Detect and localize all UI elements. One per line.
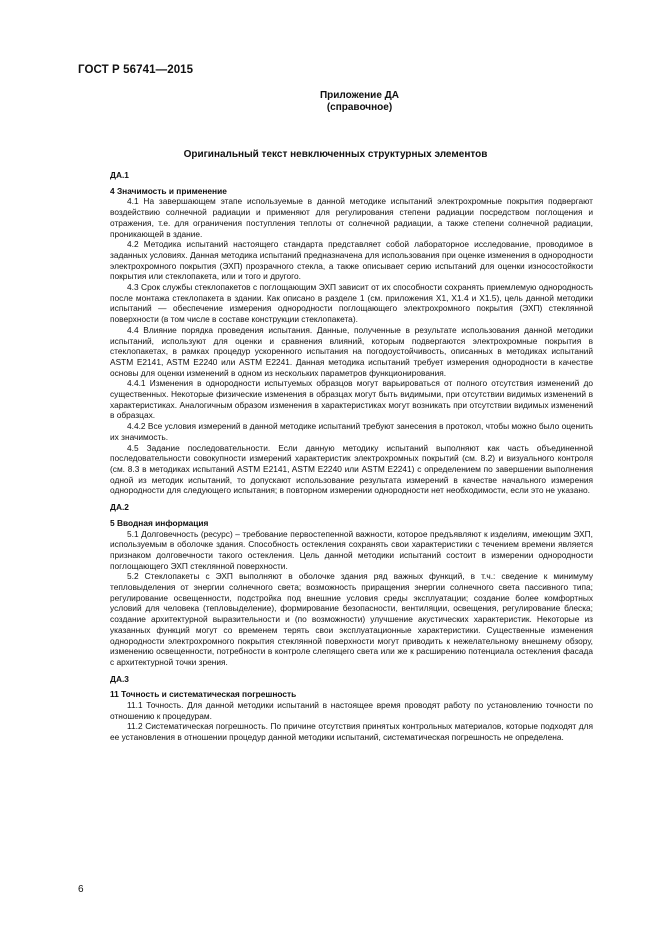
appendix-heading (0, 90, 661, 114)
paragraph: 5.2 Стеклопакеты с ЭХП выполняют в оболочке здания ряд важных функций, в т.ч.: сведение к минимуму тепловыделения от энергии солнечного света; возможность приращения энергии солнечного света пассивного типа; регулирование освещенности, подстройка под внешние условия среды эксплуатации; создание более комфортных условий для человека (тепловыделение), формирование безопасности, вентиляции, освещения, регулирование блеска; создание архитектурной выразительности и (по возможности) улучшение акустических характеристик. Некоторые из указанных функций могут со временем терять свои эксплуатационные характеристики. Существенные изменения однородности электрохромного покрытия стеклянной поверхности могут приводить к нежелательному внешнему обзору, изменению освещенности, потребности в контроле слепящего света или же к расширению потенциала остекления фасада с архитектурной точки зрения. (110, 571, 593, 667)
section-id: ДА.2 (110, 502, 129, 513)
paragraph: 11.1 Точность. Для данной методики испытаний в настоящее время проводят работу по установлению точности по отношению к процедурам. (110, 700, 593, 721)
section-heading: 11 Точность и систематическая погрешность (110, 689, 297, 700)
paragraph: 5.1 Долговечность (ресурс) – требование первостепенной важности, которое предъявляют к изделиям, имеющим ЭХП, используемым в оболочке здания. Способность остекления сохранять свои характеристики с течением времени является признаком долговечности такого остекления. Цель данной методики испытаний состоит в измерении однородности поглощающего ЭХП стеклянной поверхности. (110, 528, 593, 571)
appendix-subtitle: (справочное) (326, 102, 393, 113)
paragraph: 4.4.2 Все условия измерений в данной методике испытаний требуют занесения в протокол, чтобы можно было оценить их значимость. (110, 421, 593, 442)
appendix-title: Приложение ДА (319, 90, 400, 101)
document-body (110, 164, 593, 743)
document-title: Оригинальный текст невключенных структурных элементов (183, 149, 488, 160)
paragraph: 4.1 На завершающем этапе используемые в данной методике испытаний электрохромные покрытия подвергают воздействию солнечной радиации и применяют для регулирования степени радиации посредством поглощения и отражения, т.е. для ограничения поступления теплоты от солнечной радиации, а также степени солнечной радиации, проникающей в здание. (110, 196, 593, 239)
paragraph: 4.4.1 Изменения в однородности испытуемых образцов могут варьироваться от полного отсутствия изменений до существенных. Некоторые физические изменения в образцах могут быть видимыми, при отсутствии видимых изменений в характеристиках. Аналогичным образом изменения в характеристиках могут возникать при отсутствии видимых изменений в образцах. (110, 378, 593, 421)
paragraph: 11.2 Систематическая погрешность. По причине отсутствия принятых контрольных материалов, которые подходят для ее установления в отношении процедур данной методики испытаний, систематическая погрешность не определена. (110, 721, 593, 743)
paragraph: 4.3 Срок службы стеклопакетов с поглощающим ЭХП зависит от их способности сохранять приемлемую однородность после монтажа стеклопакета в здании. Как описано в разделе 1 (см. приложения X1, X1.4 и X1.5), цель данной методики испытаний — обеспечение измерения однородности поглощающего электрохромного покрытия (ЭХП) стеклянной поверхности (в том числе в составе конструкции стеклопакета). (110, 282, 593, 325)
section-heading: 5 Вводная информация (110, 517, 209, 528)
page-number: 6 (78, 884, 84, 895)
section-heading: 4 Значимость и применение (110, 185, 227, 196)
section-id: ДА.3 (110, 673, 129, 684)
paragraph: 4.2 Методика испытаний настоящего стандарта представляет собой лабораторное исследование, проводимое в заданных условиях. Данная методика испытаний предназначена для использования при оценке изменения в однородности электрохромного покрытия (ЭХП) прозрачного стекла, а также описывает серию испытаний для оценки износостойкости покрытия или стеклопакета, или и того и другого. (110, 239, 593, 282)
standard-code: ГОСТ Р 56741—2015 (78, 64, 194, 76)
paragraph: 4.4 Влияние порядка проведения испытания. Данные, полученные в результате использования данной методики испытаний, используют для оценки и сравнения влияний, которым подвергаются электрохромные покрытия в стеклопакетах, в рамках процедур ускоренного испытания на погодоустойчивость, описанных в методиках испытаний ASTM E2141, ASTM E2240 или ASTM E2241. Данная методика испытаний требует измерения однородности в качестве основы для оценки изменений в одном из нескольких параметров функционирования. (110, 324, 593, 378)
section-id: ДА.1 (110, 170, 129, 180)
paragraph: 4.5 Задание последовательности. Если данную методику испытаний выполняют как часть объединенной последовательности совокупности измерений характеристик электрохромных покрытий (см. 8.2) и визуального контроля (см. 8.3 в методиках испытаний ASTM E2141, ASTM E2240 или ASTM E2241) с определением по завершении выполнения одной из методик испытаний, то допускают использование результата измерений в качестве начального измерения однородности для следующего испытания; в повторном измерении однородности нет необходимости, если это не указано. (110, 442, 593, 496)
